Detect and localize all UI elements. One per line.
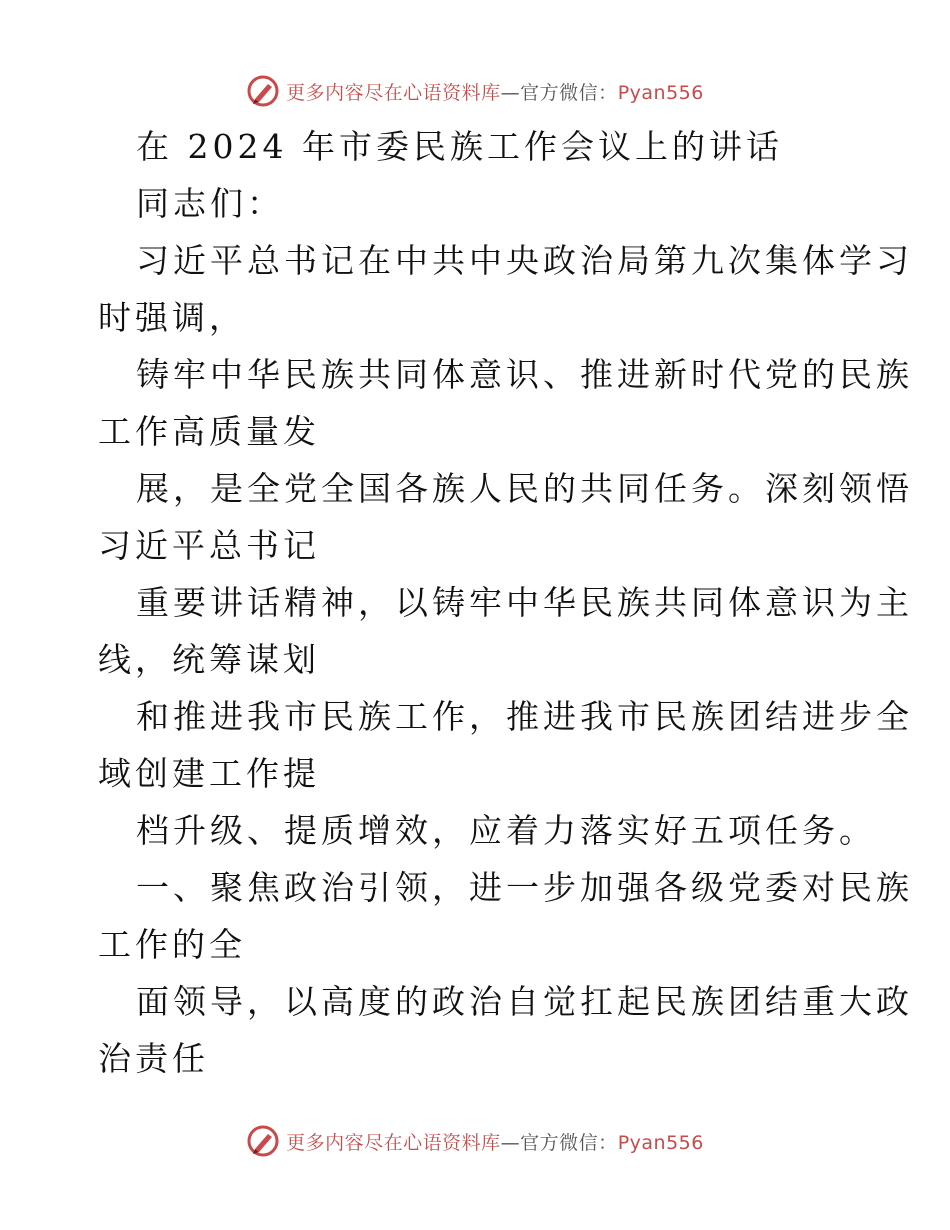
watermark-text — [286, 78, 704, 105]
paragraph-line: 和推进我市民族工作，推进我市民族团结进步全 — [136, 697, 913, 736]
watermark-dash: — — [500, 1131, 521, 1154]
watermark-slogan: 更多内容尽在心语资料库 — [286, 81, 501, 104]
watermark-text — [286, 1128, 704, 1155]
watermark-slogan: 更多内容尽在心语资料库 — [286, 1131, 501, 1154]
watermark-header — [0, 71, 950, 111]
document-title: 在 2024 年市委民族工作会议上的讲话 — [136, 127, 783, 166]
paragraph-line: 档升级、提质增效，应着力落实好五项任务。 — [136, 811, 876, 850]
watermark-wechat-label: 官方微信： — [520, 81, 618, 104]
paragraph-line: 重要讲话精神，以铸牢中华民族共同体意识为主 — [136, 583, 913, 622]
paragraph-line: 一、聚焦政治引领，进一步加强各级党委对民族 — [136, 868, 913, 907]
pen-logo-icon — [246, 1124, 280, 1158]
paragraph-line: 面领导，以高度的政治自觉扛起民族团结重大政 — [136, 982, 913, 1021]
paragraph-line: 线，统筹谋划 — [98, 640, 320, 679]
pen-logo-icon — [246, 74, 280, 108]
salutation: 同志们： — [136, 184, 284, 223]
paragraph-line: 习近平总书记在中共中央政治局第九次集体学习 — [136, 241, 913, 280]
paragraph-line: 时强调， — [98, 298, 246, 337]
paragraph-line: 铸牢中华民族共同体意识、推进新时代党的民族 — [136, 355, 913, 394]
watermark-wechat-label: 官方微信： — [520, 1131, 618, 1154]
paragraph-line: 域创建工作提 — [98, 754, 320, 793]
paragraph-line: 展，是全党全国各族人民的共同任务。深刻领悟 — [136, 469, 913, 508]
watermark-account: Pyan556 — [617, 81, 704, 104]
paragraph-line: 工作高质量发 — [98, 412, 320, 451]
watermark-footer — [0, 1121, 950, 1161]
watermark-account: Pyan556 — [617, 1131, 704, 1154]
paragraph-line: 治责任 — [98, 1039, 209, 1078]
watermark-dash: — — [500, 81, 521, 104]
document-body — [98, 118, 913, 1087]
paragraph-line: 工作的全 — [98, 925, 246, 964]
paragraph-line: 习近平总书记 — [98, 526, 320, 565]
